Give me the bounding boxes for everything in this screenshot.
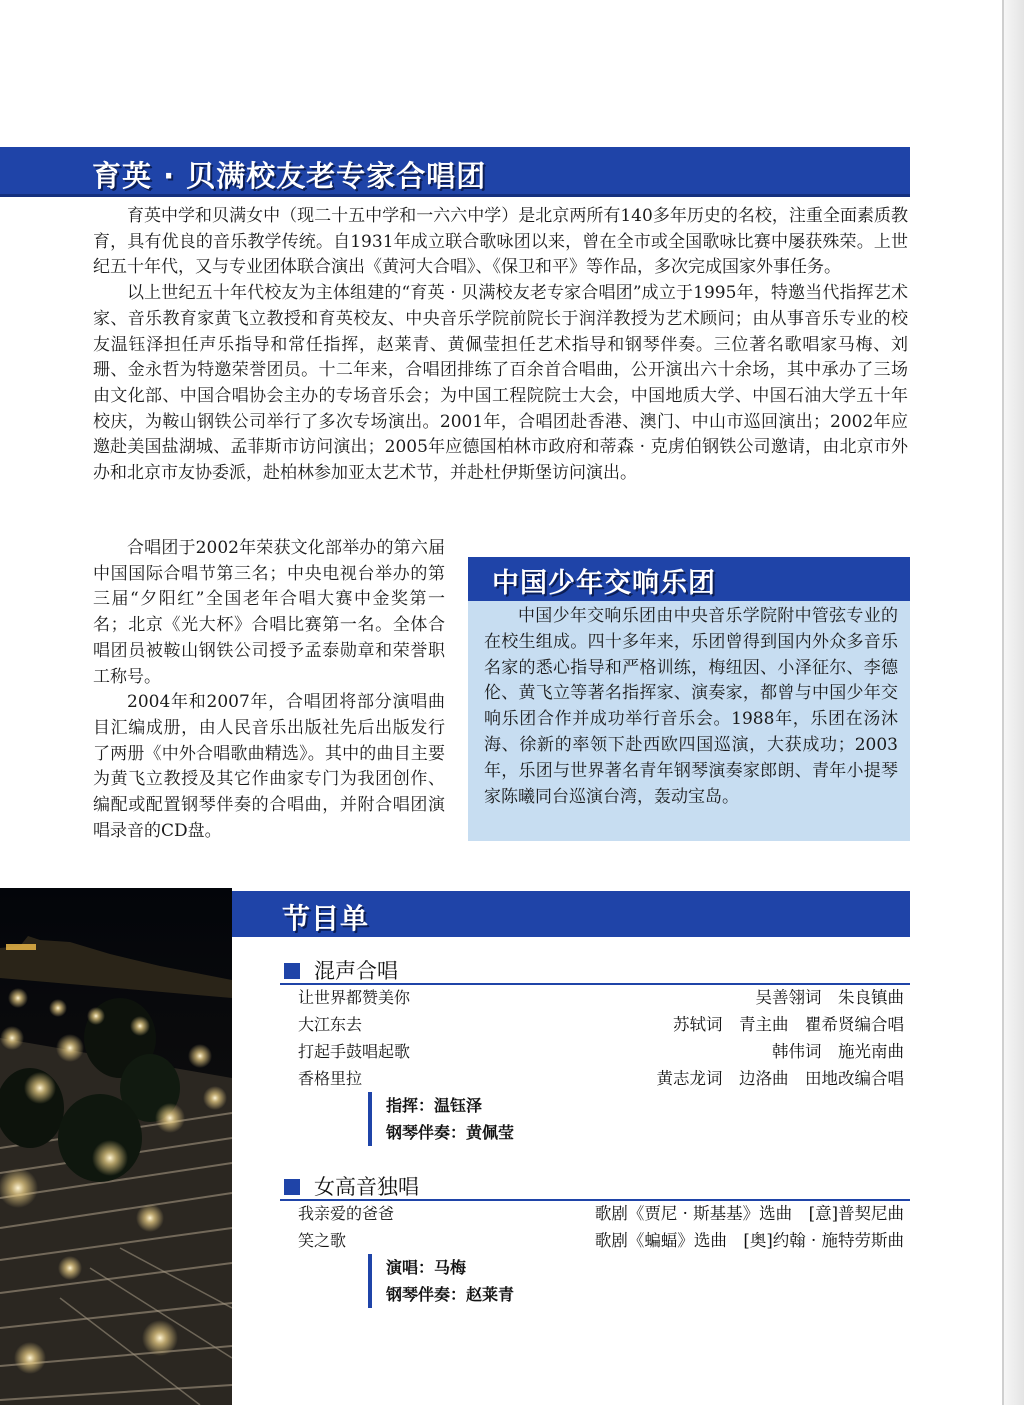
work-title: 我亲爱的爸爸 (298, 1204, 395, 1223)
work-title: 打起手鼓唱起歌 (298, 1042, 411, 1061)
orchestra-paragraph: 中国少年交响乐团由中央音乐学院附中管弦专业的在校生组成。四十多年来，乐团曾得到国内外众多音乐名家的悉心指导和严格训练，梅纽因、小泽征尔、李德伦、黄飞立等著名指挥家、演奏家，都曾与中国少年交响乐团合作并成功举行音乐会。1988年，乐团在汤沐海、徐新的率领下赴西欧四国巡演，大获成功；2003年，乐团与世界著名青年钢琴演奏家郎朗、青年小提琴家陈曦同台巡演台湾，轰动宝岛。 (484, 606, 898, 807)
intro-paragraph-2: 以上世纪五十年代校友为主体组建的“育英 · 贝满校友老专家合唱团”成立于1995年，特邀当代指挥艺术家、音乐教育家黄飞立教授和育英校友、中央音乐学院前院长于润洋教授为艺术顾问；由从事音乐专业的校友温钰泽担任声乐指导和常任指挥，赵莱青、黄佩莹担任艺术指导和钢琴伴奏。三位著名歌唱家马梅、刘珊、金永哲为特邀荣誉团员。十二年来，合唱团排练了百余首合唱曲，公开演出六十余场，其中承办了三场由文化部、中国合唱协会主办的专场音乐会；为中国工程院院士大会，中国地质大学、中国石油大学五十年校庆，为鞍山钢铁公司举行了多次专场演出。2001年，合唱团赴香港、澳门、中山市巡回演出；2002年应邀赴美国盐湖城、孟菲斯市访问演出；2005年应德国柏林市政府和蒂森 · 克虏伯钢铁公司邀请，由北京市外办和北京市友协委派，赴柏林参加亚太艺术节，并赴杜伊斯堡访问演出。 (93, 283, 908, 484)
orchestra-title: 中国少年交响乐团 (492, 568, 716, 599)
work-credits: 韩伟词 施光南曲 (772, 1042, 904, 1061)
singer-credit: 演唱：马梅 (386, 1258, 467, 1277)
performers-block (368, 1092, 688, 1146)
program-item (298, 1039, 904, 1065)
pianist-credit: 钢琴伴奏：黄佩莹 (386, 1123, 515, 1142)
intro-text (93, 204, 908, 487)
work-title: 香格里拉 (298, 1069, 363, 1088)
work-credits: 苏轼词 青主曲 瞿希贤编合唱 (673, 1015, 904, 1034)
work-credits: 吴善翎词 朱良镇曲 (755, 988, 904, 1007)
choir-title: 育英 · 贝满校友老专家合唱团 (92, 159, 487, 193)
section-square-icon (284, 1179, 300, 1195)
work-title: 笑之歌 (298, 1231, 347, 1250)
night-plaza-illustration (0, 888, 232, 1405)
work-credits: 黄志龙词 边洛曲 田地改编合唱 (656, 1069, 904, 1088)
program-banner (232, 891, 910, 937)
section-square-icon (284, 963, 300, 979)
page-edge (1004, 0, 1024, 1405)
program-item (298, 1201, 904, 1227)
section-soprano-solo (280, 1171, 910, 1201)
page-edge-line (1002, 0, 1004, 1405)
orchestra-box (468, 557, 910, 841)
program-item (298, 1228, 904, 1254)
work-credits: 歌剧《贾尼 · 斯基基》选曲 [意]普契尼曲 (594, 1204, 904, 1223)
performers-block (368, 1254, 688, 1308)
work-title: 让世界都赞美你 (298, 988, 411, 1007)
program-item (298, 1012, 904, 1038)
left-column-text (93, 536, 445, 844)
night-plaza-photo (0, 888, 232, 1405)
publications-paragraph: 2004年和2007年，合唱团将部分演唱曲目汇编成册，由人民音乐出版社先后出版发行了两册《中外合唱歌曲精选》。其中的曲目主要为黄飞立教授及其它作曲家专门为我团创作、编配或配置钢琴伴奏的合唱曲，并附合唱团演唱录音的CD盘。 (93, 692, 445, 841)
pianist-credit: 钢琴伴奏：赵莱青 (386, 1285, 515, 1304)
section-title: 混声合唱 (314, 959, 398, 983)
program-item (298, 985, 904, 1011)
intro-paragraph-1: 育英中学和贝满女中（现二十五中学和一六六中学）是北京两所有140多年历史的名校，注重全面素质教育，具有优良的音乐教学传统。自1931年成立联合歌咏团以来，曾在全市或全国歌咏比赛中屡获殊荣。上世纪五十年代，又与专业团体联合演出《黄河大合唱》、《保卫和平》等作品，多次完成国家外事任务。 (93, 206, 908, 278)
program-item (298, 1066, 904, 1092)
section-title: 女高音独唱 (314, 1175, 419, 1199)
awards-paragraph: 合唱团于2002年荣获文化部举办的第六届中国国际合唱节第三名；中央电视台举办的第三届“夕阳红”全国老年合唱大赛中金奖第一名；北京《光大杯》合唱比赛第一名。全体合唱团员被鞍山钢铁公司授予孟泰勋章和荣誉职工称号。 (93, 538, 445, 687)
orchestra-header (468, 557, 910, 601)
section-mixed-choir (280, 955, 910, 985)
work-title: 大江东去 (298, 1015, 363, 1034)
work-credits: 歌剧《蝙蝠》选曲 [奥]约翰 · 施特劳斯曲 (594, 1231, 904, 1250)
program-title: 节目单 (282, 902, 370, 935)
choir-banner (0, 147, 910, 197)
conductor-credit: 指挥：温钰泽 (386, 1096, 483, 1115)
orchestra-text (484, 604, 898, 810)
